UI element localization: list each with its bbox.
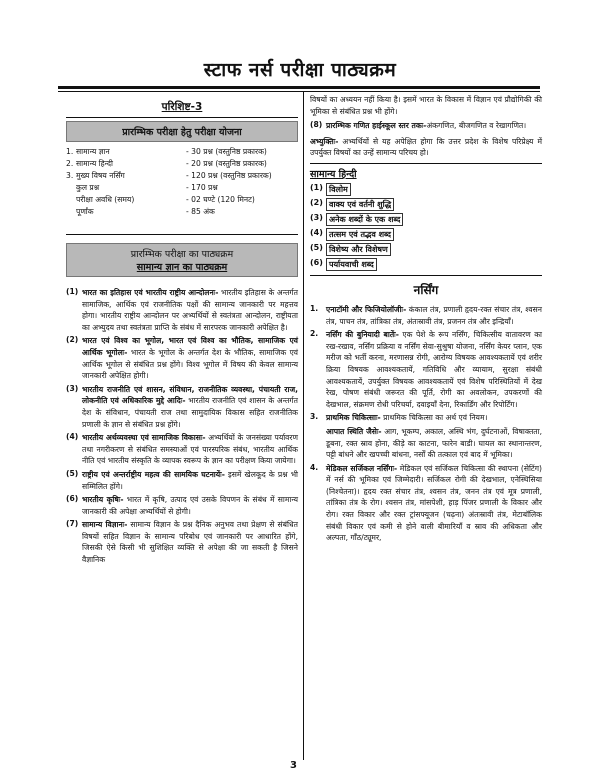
item-number: [310, 426, 326, 461]
item-number: (6): [310, 257, 323, 267]
syllabus-heading-text: प्रारम्भिक परीक्षा का पाठ्यक्रम: [130, 249, 234, 260]
item-body: प्राथमिक चिकित्सा का अर्थ एवं नियम।: [380, 413, 488, 423]
item-head: भारतीय कृषिः-: [82, 495, 124, 505]
nursing-list: [310, 304, 542, 544]
hindi-item: [310, 183, 542, 196]
item-body: भारत के भूगोल के अन्तर्गत देश के भौतिक, सामाजिक एवं आर्थिक भूगोल से संबंधित प्रश्न होंगे। विश्व भूगोल में विषय की केवल सामान्य जानकारी अपेक्षित होगी।: [82, 347, 298, 381]
hindi-topic: विलोम: [326, 183, 351, 196]
hindi-item: [310, 258, 542, 271]
item-body: अभ्यर्थियों के जनसंख्या पर्यावरण तथा नगरीकरण से संबंधित समस्याओं एवं पारस्परिक संबंध, भारतीय आर्थिक नीति एवं भारतीय संस्कृति के व्यापक स्वरूप के ज्ञान का परीक्षण किया जायेगा।: [82, 433, 299, 466]
left-column: [66, 94, 298, 568]
gk-item: [66, 494, 298, 517]
item-head: भारतीय राजनीति एवं शासन, संविधान, राजनीतिक व्यवस्था, पंचायती राज, लोकनीति एवं अधिकारिक मुद्दे आदिः-: [82, 384, 298, 406]
item-head: भारत एवं विश्व का भूगोल, भारत एवं विश्व का भौतिक, सामाजिक एवं आर्थिक भूगोलः-: [82, 336, 298, 357]
title-rule: [58, 86, 540, 89]
item-body: भारत में कृषि, उत्पाद एवं उसके विपणन के संबंध में सामान्य जानकारी की अपेक्षा अभ्यर्थियों से होगी।: [82, 495, 298, 516]
item-head: भारतीय अर्थव्यवस्था एवं सामाजिक विकासः-: [82, 433, 206, 443]
column-divider: [303, 92, 304, 760]
item-head: नर्सिंग की बुनियादी बातेंः-: [326, 330, 399, 340]
item-body: सामान्य विज्ञान के प्रश्न दैनिक अनुभव तथा प्रेक्षण से संबंधित विषयों सहित विज्ञान के सामान्य परिबोध एवं जानकारी पर आधारित होंगे, जिसकी ऐसे किसी भी सुशिक्षित व्यक्ति से अपेक्षा की जा सकती है जिसने वैज्ञानिक: [82, 520, 298, 565]
row-value: - 170 प्रश्न: [186, 183, 218, 192]
item-number: (1): [66, 287, 79, 296]
item-number: (6): [66, 494, 79, 504]
row-number: [66, 206, 76, 218]
row-value: - 30 प्रश्न (वस्तुनिष्ठ प्रकारक): [186, 147, 267, 156]
item-head: सामान्य विज्ञानः-: [82, 520, 128, 530]
nursing-item: [310, 412, 542, 424]
item-head: मेडिकल सर्जिकल नर्सिंगः-: [326, 463, 398, 473]
row-value: - 20 प्रश्न (वस्तुनिष्ठ प्रकारक): [186, 159, 267, 168]
nursing-heading: नर्सिंग: [413, 282, 439, 297]
exam-plan-row: [66, 170, 298, 182]
row-value: - 02 घण्टे (120 मिनट): [186, 195, 255, 204]
item-number: (5): [310, 242, 323, 252]
hindi-topic: वाक्य एवं वर्तनी शुद्धि: [326, 198, 394, 211]
row-subject: सामान्य ज्ञान: [76, 147, 110, 156]
hindi-item: [310, 228, 542, 241]
item-body: मेडिकल एवं सर्जिकल चिकित्सा की स्थापना (सेटिंग) में नर्स की भूमिका एवं जिम्मेदारी। सर्जिकल रोगी की देखभाल, एनेस्थिसिया (निश्चेतना)। हृदय रक्त संचार तंत्र, श्वसन तंत्र, जनन तंत्र एवं मूत्र प्रणाली, तांत्रिका तंत्र के रोग। श्वसन तंत्र, मांसपेशी, हाड़ पिंजर प्रणाली के विकार और रोग। रक्त विकार और रक्त ट्रांसफ्यूजन (चढ़ना) अंतःस्रावी तंत्र, मेटाबॉलिक संबंधी विकार एवं कमी से होने वाली बीमारियाँ व स्राव की अधिकता और अल्पता, गाँठ/ट्यूमर,: [326, 463, 542, 543]
row-number: 2.: [66, 159, 74, 168]
exam-plan-row: [66, 158, 298, 170]
item-body: आग, भूकम्प, अकाल, अस्थि भंग, दुर्घटनाओं, विषाक्तता, डूबना, रक्त स्राव होना, कीड़े का काटना, फारेन बाडी। घायल का स्थानान्तरण, पट्टी बांधने और खपच्ची बांधना, नर्सों की तत्काल एवं बाद में भूमिका।: [326, 426, 542, 460]
exam-plan-row: [66, 206, 298, 218]
row-value: - 85 अंक: [186, 207, 215, 216]
nursing-item: [310, 463, 542, 544]
exam-plan-row: [66, 194, 298, 206]
hindi-topic: पर्यायवाची शब्द: [326, 258, 377, 271]
hindi-heading: सामान्य हिन्दी: [310, 168, 357, 180]
item-number: (1): [310, 182, 323, 192]
item-body: भारतीय राजनीति एवं शासन के अन्तर्गत देश के संविधान, पंचायती राज तथा सामुदायिक विकास सहित राजनीतिक प्रणाली के ज्ञान से संबंधित प्रश्न होंगे।: [82, 396, 298, 429]
note-body: अभ्यर्थियों से यह अपेक्षित होगा कि उत्तर प्रदेश के विशेष परिप्रेक्ष्य में उपर्युक्त विषयों का उन्हें सामान्य परिचय हो।: [310, 136, 542, 158]
item-number: (7): [66, 519, 79, 529]
gk-item-body: अंकगणित, बीजगणित व रेखागणित।: [426, 121, 527, 131]
gk-continuation: विषयों का अध्ययन नहीं किया है। इसमें भारत के विकास में विज्ञान एवं प्रौद्योगिकी की भूमिका से संबंधित प्रश्न भी होंगे।: [310, 95, 542, 116]
hindi-topic: अनेक शब्दों के एक शब्द: [326, 213, 403, 226]
right-column: [310, 94, 542, 546]
nursing-item: [310, 426, 542, 461]
exam-plan-table: [66, 146, 298, 218]
gk-item-8: [310, 120, 542, 132]
item-number: (3): [310, 212, 323, 222]
item-head: भारत का इतिहास एवं भारतीय राष्ट्रीय आन्दोलनः-: [82, 288, 219, 297]
gk-item-head: प्रारम्भिक गणित हाईस्कूल स्तर तकः-: [326, 121, 427, 131]
hindi-item: [310, 243, 542, 256]
gk-item: [66, 335, 298, 381]
gk-item: [66, 519, 298, 565]
item-head: राष्ट्रीय एवं अन्तर्राष्ट्रीय महत्व की सामयिक घटनायेंः-: [82, 469, 225, 479]
syllabus-heading: [66, 243, 298, 277]
item-head: एनाटॉमी और फिजियोलॉजीः-: [326, 304, 407, 314]
exam-plan-row: [66, 146, 298, 158]
title-rule-thin: [58, 91, 540, 92]
row-subject: मुख्य विषय नर्सिंग: [76, 171, 125, 180]
row-subject: सामान्य हिन्दी: [76, 159, 114, 168]
row-number: 1.: [66, 147, 74, 156]
note: [310, 136, 542, 159]
row-number: [66, 182, 76, 194]
row-number: [66, 194, 76, 206]
item-number: (2): [66, 335, 79, 345]
item-head: प्राथमिक चिकित्साः-: [326, 413, 381, 423]
item-body: एक पेशे के रूप नर्सिंग, चिकित्सीय वातावरण का रख-रखाव, नर्सिंग प्रक्रिया व नर्सिंग सेवा-सुश्रुषा योजना, नर्सिंग केयर प्लान, एक मरीज को भर्ती करना, मरणासन्न रोगी, आरोग्य विषयक आवश्यकतायें एवं शरीर क्रिया विषयक आवश्यकतायें, गतिविधि और व्यायाम, सुरक्षा संबंधी आवश्यकतायें, उपर्युक्त विषयक आवश्यकतायें एवं विशेष परिस्थितियों में देख रेख, पोषण संबंधी जरूरत की पूर्ति, रोगी का अवलोकन, उपकरणों की देखभाल, संक्रमण रोधी परिचर्या, दवाइयाँ देना, रिकार्डिंग और रिपोर्टिंग।: [326, 330, 543, 409]
hindi-item: [310, 198, 542, 211]
row-number: 3.: [66, 171, 74, 180]
item-number: (3): [66, 383, 79, 393]
item-number: (2): [310, 197, 323, 207]
row-subject: परीक्षा अवधि (समय): [76, 195, 135, 204]
item-number: 4.: [310, 462, 319, 472]
gk-list: [66, 287, 298, 566]
gk-item: [66, 287, 298, 333]
exam-plan-heading: प्रारम्भिक परीक्षा हेतु परीक्षा योजना: [66, 121, 298, 142]
exam-plan-row: [66, 182, 298, 194]
item-number: 3.: [310, 412, 319, 422]
row-subject: पूर्णांक: [76, 207, 94, 216]
row-value: - 120 प्रश्न (वस्तुनिष्ठ प्रकारक): [186, 171, 272, 180]
gk-item-number: (8): [310, 120, 323, 130]
gk-item: [66, 384, 298, 430]
gk-item: [66, 432, 298, 467]
hindi-topic: विशेष्य और विशेषण: [326, 243, 391, 256]
item-body: कंकाल तंत्र, प्रणाली हृदय-रक्त संचार तंत्र, श्वसन तंत्र, पाचन तंत्र, तांत्रिका तंत्र, अंतःस्रावी तंत्र, प्रजनन तंत्र और इन्द्रियाँ।: [326, 304, 542, 326]
page-title: स्टाफ नर्स परीक्षा पाठ्यक्रम: [203, 59, 397, 81]
item-body: भारतीय इतिहास के अन्तर्गत सामाजिक, आर्थिक एवं राजनीतिक पक्षों की सामान्य जानकारी पर महत्तव होगा। भारतीय राष्ट्रीय आन्दोलन पर अभ्यर्थियों से स्वतंत्रता आन्दोलन, राष्ट्रीयता का अभ्युदय तथा स्वतंत्रता प्राप्ति के संबंध में सारपरक जानकारी अपेक्षित है।: [82, 288, 299, 332]
appendix-heading: परिशिष्ट-3: [161, 101, 203, 113]
item-number: (4): [66, 432, 79, 442]
hindi-item: [310, 213, 542, 226]
item-body: इसमें खेलकूद के प्रश्न भी सम्मिलित होंगे।: [82, 469, 298, 491]
item-number: 2.: [310, 329, 319, 339]
row-subject: कुल प्रश्न: [76, 183, 100, 192]
item-number: 1.: [310, 303, 319, 313]
page-number: 3: [290, 760, 297, 771]
hindi-topic: तत्सम एवं तद्भव शब्द: [326, 228, 394, 241]
hindi-list: [310, 183, 542, 271]
gk-item: [66, 469, 298, 492]
nursing-item: [310, 304, 542, 327]
item-head: आपात स्थिति जैसेः-: [326, 426, 382, 436]
gk-heading: सामान्य ज्ञान का पाठ्यक्रम: [136, 262, 228, 273]
nursing-item: [310, 329, 542, 410]
note-head: अभ्युक्तिः-: [310, 136, 339, 146]
item-number: (4): [310, 227, 323, 237]
item-number: (5): [66, 468, 79, 478]
